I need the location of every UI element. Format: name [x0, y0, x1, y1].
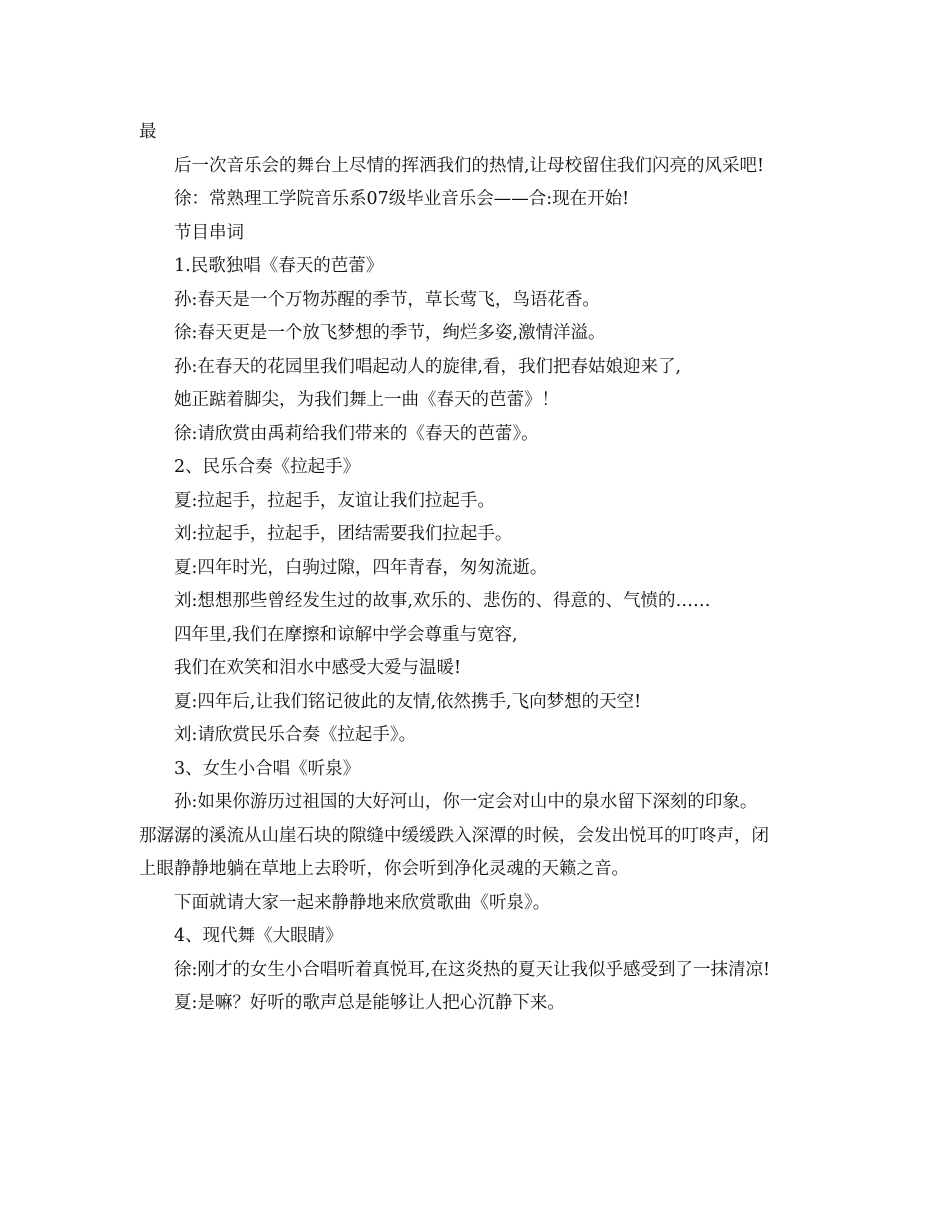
text-line: 夏:是嘛？好听的歌声总是能够让人把心沉静下来。 [174, 993, 565, 1013]
text-line: 徐:春天更是一个放飞梦想的季节，绚烂多姿,激情洋溢。 [174, 323, 606, 343]
program-title: 2、民乐合奏《拉起手》 [174, 457, 361, 477]
text-line: 孙:春天是一个万物苏醒的季节，草长莺飞，鸟语花香。 [174, 289, 600, 310]
program-title: 1.民歌独唱《春天的芭蕾》 [174, 256, 384, 276]
text-line: 她正踮着脚尖，为我们舞上一曲《春天的芭蕾》！ [174, 390, 559, 410]
text-line: 徐:刚才的女生小合唱听着真悦耳,在这炎热的夏天让我似乎感受到了一抹清凉! [174, 959, 770, 980]
text-line: 夏:四年后,让我们铭记彼此的友情,依然携手,飞向梦想的天空! [174, 691, 642, 712]
text-line: 下面就请大家一起来静静地来欣赏歌曲《听泉》。 [174, 892, 551, 913]
program-title: 4、现代舞《大眼睛》 [174, 926, 343, 946]
text-line: 后一次音乐会的舞台上尽情的挥洒我们的热情,让母校留住我们闪亮的风采吧! [174, 155, 765, 176]
text-line: 孙:在春天的花园里我们唱起动人的旋律,看，我们把春姑娘迎来了, [174, 356, 682, 377]
text-line: 夏:拉起手，拉起手，友谊让我们拉起手。 [174, 490, 495, 511]
text-line: 最 [139, 122, 157, 142]
text-line: 刘:想想那些曾经发生过的故事,欢乐的、悲伤的、得意的、气愤的…… [174, 591, 711, 611]
text-line: 刘:请欣赏民乐合奏《拉起手》。 [174, 725, 417, 745]
text-line: 孙:如果你游历过祖国的大好河山，你一定会对山中的泉水留下深刻的印象。 [174, 792, 758, 812]
text-line: 夏:四年时光，白驹过隙，四年青春，匆匆流逝。 [174, 557, 548, 578]
text-line: 那潺潺的溪流从山崖石块的隙缝中缓缓跌入深潭的时候，会发出悦耳的叮咚声，闭 [139, 825, 769, 846]
text-line: 我们在欢笑和泪水中感受大爱与温暖! [174, 658, 462, 678]
text-line: 徐：常熟理工学院音乐系07级毕业音乐会——合:现在开始! [174, 189, 630, 209]
document-body [139, 116, 819, 1021]
text-line: 刘:拉起手，拉起手，团结需要我们拉起手。 [174, 524, 513, 544]
program-title: 3、女生小合唱《听泉》 [174, 758, 361, 779]
text-line: 四年里,我们在摩擦和谅解中学会尊重与宽容, [174, 624, 518, 645]
text-line: 上眼静静地躺在草地上去聆听，你会听到净化灵魂的天籁之音。 [139, 859, 629, 879]
text-line: 徐:请欣赏由禹莉给我们带来的《春天的芭蕾》。 [174, 423, 539, 444]
section-heading: 节目串词 [174, 222, 244, 243]
